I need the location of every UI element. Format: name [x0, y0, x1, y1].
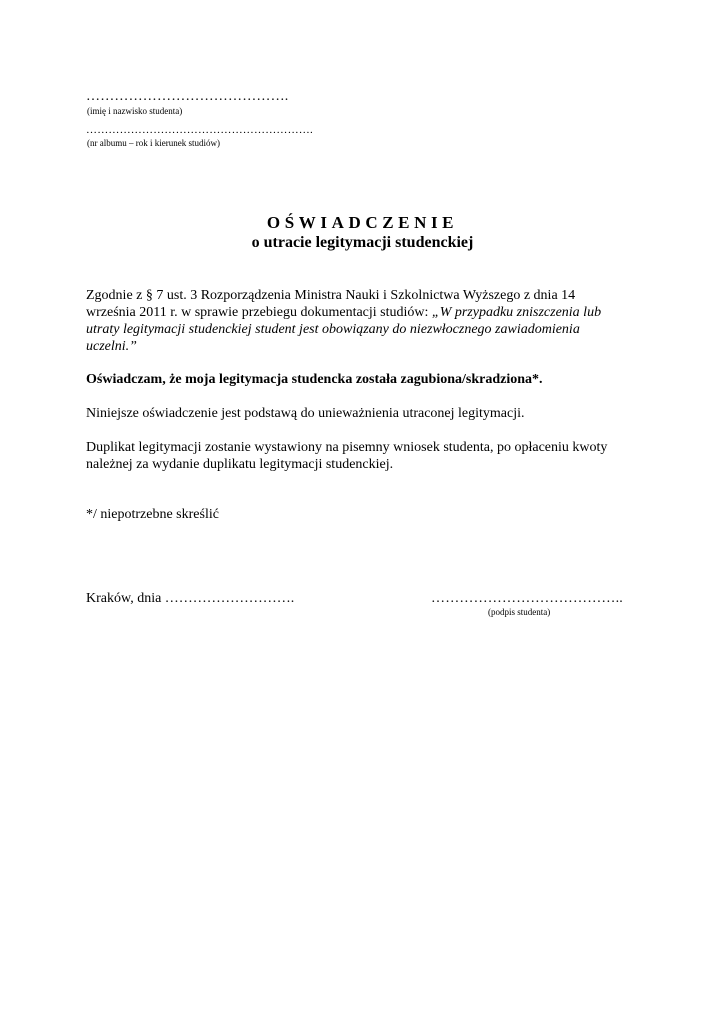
document-title: OŚWIADCZENIE [266, 213, 459, 232]
regulation-line-2 [86, 304, 646, 321]
signature-field: ………………………………….. [431, 591, 623, 606]
student-name-caption: (imię i nazwisko studenta) [87, 106, 183, 116]
document-subtitle: o utracie legitymacji studenckiej [251, 234, 474, 251]
album-number-caption: (nr albumu – rok i kierunek studiów) [87, 138, 220, 148]
regulation-line-2-text: września 2011 r. w sprawie przebiegu dokumentacji studiów: [86, 305, 432, 320]
footnote: */ niepotrzebne skreślić [86, 507, 219, 522]
invalidation-paragraph: Niniejsze oświadczenie jest podstawą do unieważnienia utraconej legitymacji. [86, 406, 525, 421]
regulation-quote-end: uczelni.” [86, 339, 137, 354]
duplicate-paragraph [86, 439, 646, 473]
student-name-field: ……………………………………. [86, 89, 289, 104]
declaration-statement: Oświadczam, że moja legitymacja studencka została zagubiona/skradziona*. [86, 372, 543, 387]
duplicate-line-1: Duplikat legitymacji zostanie wystawiony na pisemny wniosek studenta, po opłaceniu kwoty [86, 440, 608, 455]
regulation-quote-start: „W przypadku zniszczenia lub [431, 305, 602, 320]
regulation-quote-line-4 [86, 338, 646, 355]
album-number-field: ……………………………………………………. [86, 124, 313, 136]
signature-caption: (podpis studenta) [488, 607, 551, 617]
place-and-date: Kraków, dnia ………………………. [86, 591, 295, 606]
regulation-quote-line-3 [86, 321, 646, 338]
regulation-paragraph [86, 287, 646, 355]
regulation-quote-middle: utraty legitymacji studenckiej student jest obowiązany do niezwłocznego zawiadomienia [86, 322, 580, 337]
duplicate-line-2: należnej za wydanie duplikatu legitymacji studenckiej. [86, 457, 394, 472]
regulation-line-1: Zgodnie z § 7 ust. 3 Rozporządzenia Ministra Nauki i Szkolnictwa Wyższego z dnia 14 [86, 288, 576, 303]
